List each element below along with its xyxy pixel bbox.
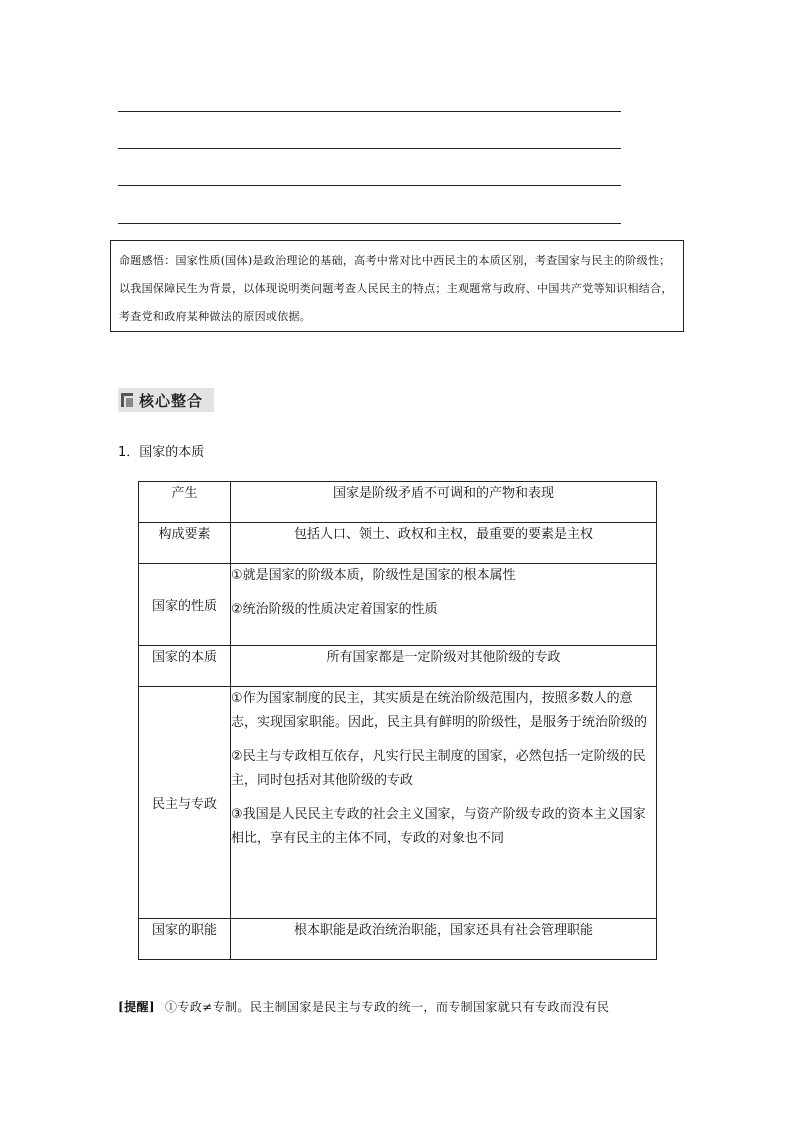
answer-line-3 bbox=[118, 185, 621, 186]
section-header bbox=[118, 388, 214, 412]
table-row bbox=[139, 564, 657, 646]
row-content bbox=[231, 919, 657, 960]
reminder-tag: [提醒] bbox=[118, 1000, 155, 1014]
row-paragraph: 包括人口、领土、政权和主权，最重要的要素是主权 bbox=[293, 527, 593, 542]
row-paragraph: ①就是国家的阶级本质，阶级性是国家的根本属性 bbox=[231, 568, 516, 583]
state-essence-table bbox=[138, 481, 657, 960]
subheading: 1．国家的本质 bbox=[118, 445, 205, 460]
answer-line-2 bbox=[118, 148, 621, 149]
answer-line-1 bbox=[118, 111, 621, 112]
section-marker-icon bbox=[121, 393, 133, 407]
row-paragraph: ②民主与专政相互依存，凡实行民主制度的国家，必然包括一定阶级的民主，同时包括对其他阶级的专政 bbox=[231, 749, 646, 788]
row-content bbox=[231, 523, 657, 564]
answer-line-4 bbox=[118, 223, 621, 224]
reminder-note bbox=[118, 998, 609, 1015]
table-row bbox=[139, 919, 657, 960]
row-content bbox=[231, 564, 657, 646]
exam-insight-text: 命题感悟：国家性质(国体)是政治理论的基础，高考中常对比中西民主的本质区别，考查国家与民主的阶级性；以我国保障民生为背景，以体现说明类问题考查人民民主的特点；主观题常与政府、中国共产党等知识相结合，考查党和政府某种做法的原因或依据。 bbox=[119, 254, 673, 323]
row-content bbox=[231, 482, 657, 523]
table-row bbox=[139, 646, 657, 687]
row-label: 国家的职能 bbox=[139, 919, 231, 960]
row-paragraph: ①作为国家制度的民主，其实质是在统治阶级范围内，按照多数人的意志，实现国家职能。因此，民主具有鲜明的阶级性，是服务于统治阶级的 bbox=[231, 691, 648, 730]
reminder-text: ①专政≠专制。民主制国家是民主与专政的统一，而专制国家就只有专政而没有民 bbox=[164, 1000, 610, 1014]
row-paragraph: 根本职能是政治统治职能，国家还具有社会管理职能 bbox=[293, 923, 593, 938]
row-paragraph: ③我国是人民民主专政的社会主义国家，与资产阶级专政的资本主义国家相比，享有民主的主体不同，专政的对象也不同 bbox=[231, 807, 646, 846]
row-paragraph: ②统治阶级的性质决定着国家的性质 bbox=[231, 602, 438, 617]
row-content bbox=[231, 687, 657, 919]
row-label: 国家的本质 bbox=[139, 646, 231, 687]
row-paragraph: 所有国家都是一定阶级对其他阶级的专政 bbox=[326, 650, 561, 665]
row-label: 民主与专政 bbox=[139, 687, 231, 919]
row-label: 构成要素 bbox=[139, 523, 231, 564]
table-row bbox=[139, 482, 657, 523]
row-label: 国家的性质 bbox=[139, 564, 231, 646]
row-content bbox=[231, 646, 657, 687]
table-row bbox=[139, 687, 657, 919]
exam-insight-box bbox=[110, 240, 684, 332]
table-row bbox=[139, 523, 657, 564]
row-label: 产生 bbox=[139, 482, 231, 523]
section-title: 核心整合 bbox=[139, 391, 204, 410]
row-paragraph: 国家是阶级矛盾不可调和的产物和表现 bbox=[332, 486, 554, 501]
